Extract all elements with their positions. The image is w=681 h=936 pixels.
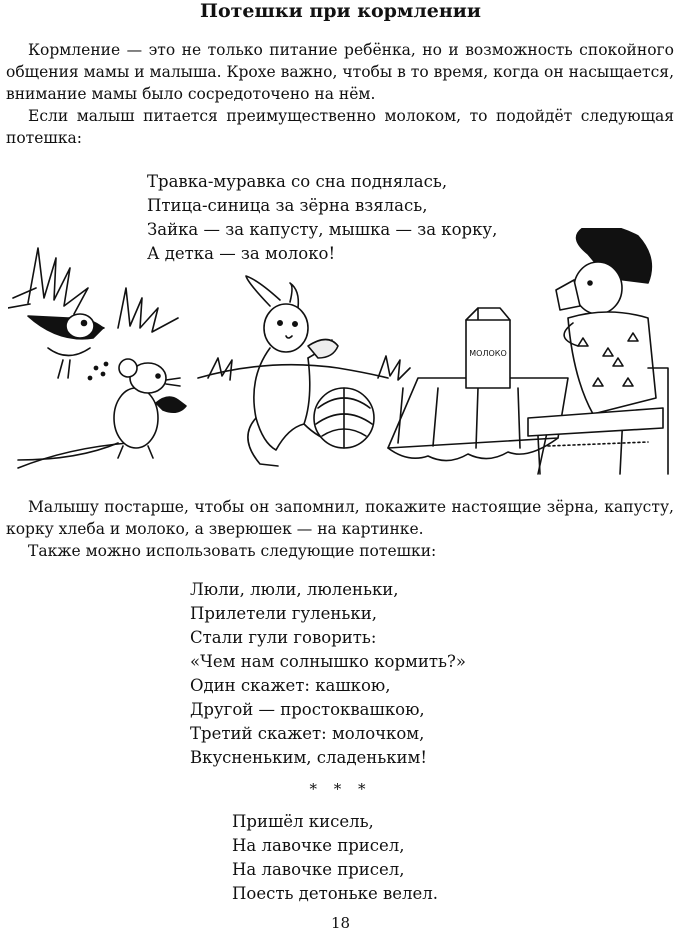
poem-line: Вкусненьким, сладеньким! xyxy=(190,748,428,767)
page-title: Потешки при кормлении xyxy=(200,0,481,22)
poem-line: Поесть детоньке велел. xyxy=(232,884,439,903)
poem-line: На лавочке присел, xyxy=(232,860,405,879)
poem-line: На лавочке присел, xyxy=(232,836,405,855)
feeding-illustration xyxy=(8,228,672,478)
middle-paragraph-1: Малышу постарше, чтобы он запомнил, покажите настоящие зёрна, капусту, корку хлеба и молоко, а зверюшек — на картинке. xyxy=(6,498,674,538)
poem-line: А детка — за молоко! xyxy=(147,244,336,263)
poem-line: Пришёл кисель, xyxy=(232,812,374,831)
poem-line: Птица-синица за зёрна взялась, xyxy=(147,196,428,215)
bird-drawing xyxy=(28,314,108,380)
poem-line: Стали гули говорить: xyxy=(190,628,377,647)
poem-kisel xyxy=(232,810,438,906)
page-number: 18 xyxy=(330,914,351,932)
poem-line: Травка-муравка со сна поднялась, xyxy=(147,172,448,191)
cabbage-drawing xyxy=(314,388,374,448)
poem-line: Люли, люли, люленьки, xyxy=(190,580,399,599)
section-separator: * * * xyxy=(309,780,372,798)
poem-line: Прилетели гуленьки, xyxy=(190,604,377,623)
intro-paragraph-1: Кормление — это не только питание ребёнка, но и возможность спокойного общения мамы и малыша. Крохе важно, чтобы в то время, когда он насыщается, внимание мамы было сосредоточено на нём. xyxy=(6,41,674,103)
poem-line: Другой — простоквашкою, xyxy=(190,700,425,719)
poem-line: Третий скажет: молочком, xyxy=(190,724,425,743)
poem-lyuli xyxy=(190,578,466,770)
poem-line: Зайка — за капусту, мышка — за корку, xyxy=(147,220,498,239)
milk-carton xyxy=(466,308,510,388)
carton-label: МОЛОКО xyxy=(469,349,507,358)
poem-line: «Чем нам солнышко кормить?» xyxy=(190,652,466,671)
poem-line: Один скажет: кашкою, xyxy=(190,676,391,695)
middle-paragraph-2: Также можно использовать следующие потешки: xyxy=(28,542,437,560)
intro-paragraph-2: Если малыш питается преимущественно молоком, то подойдёт следующая потешка: xyxy=(6,107,674,147)
